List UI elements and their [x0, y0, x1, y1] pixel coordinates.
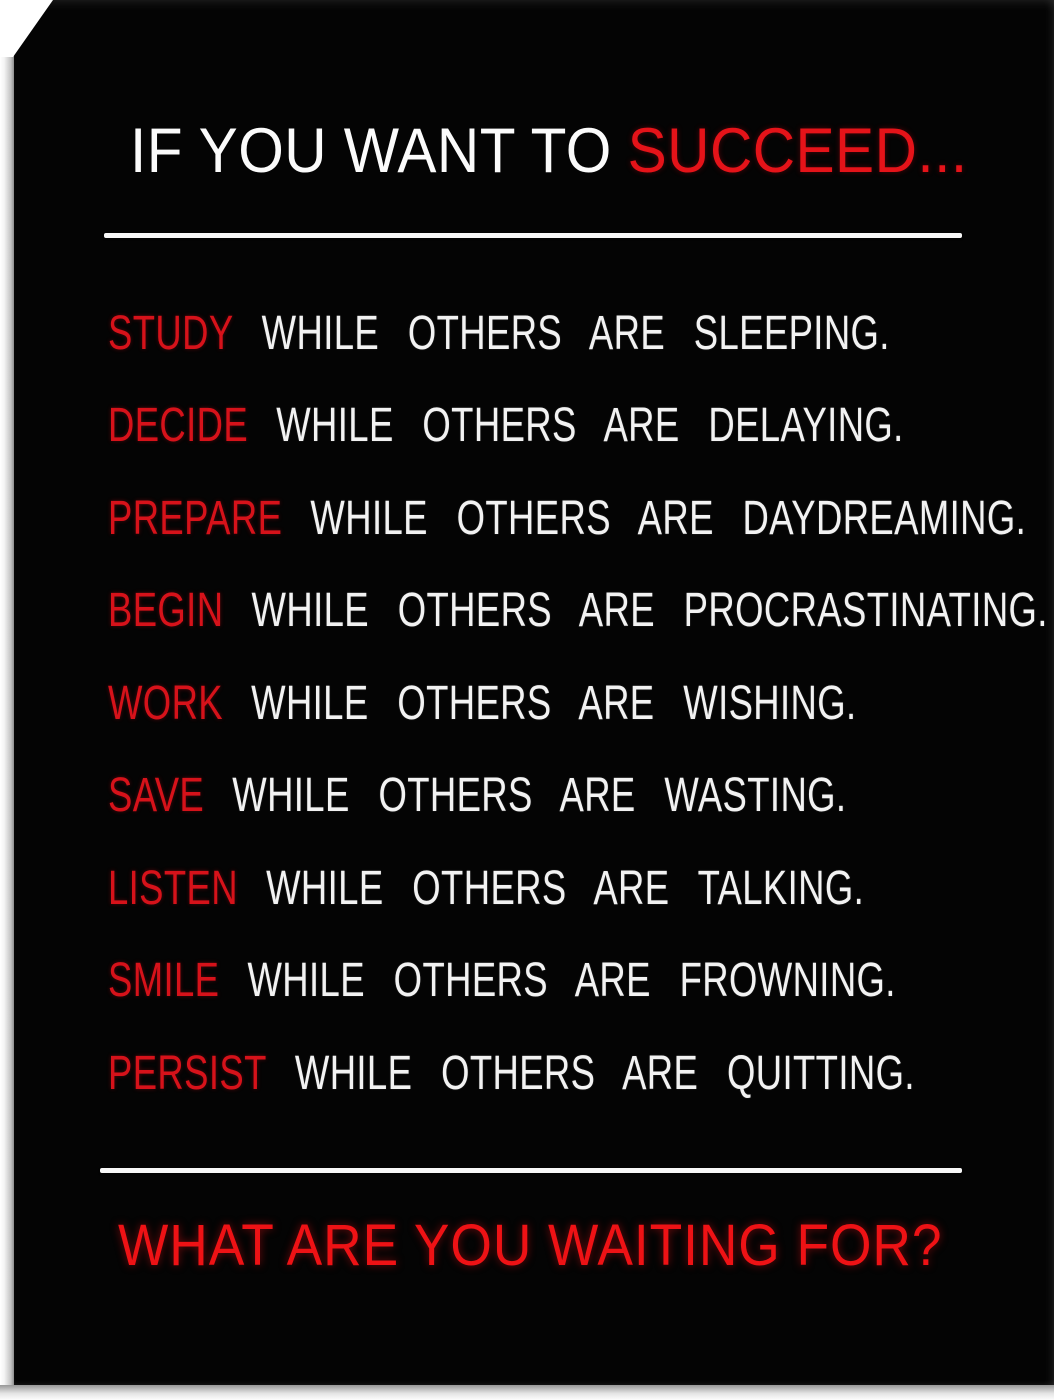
- quote-line: [108, 287, 1048, 380]
- keyword-text: PERSIST: [108, 1046, 267, 1100]
- quote-rest-text: WHILE OTHERS ARE PROCRASTINATING.: [251, 584, 1048, 638]
- quote-line: [108, 750, 1048, 843]
- keyword-text: WORK: [108, 676, 224, 730]
- keyword-text: BEGIN: [108, 584, 224, 638]
- quote-rest-text: WHILE OTHERS ARE FROWNING.: [247, 954, 896, 1008]
- quote-line: [108, 657, 1048, 750]
- quote-rest-text: WHILE OTHERS ARE DELAYING.: [276, 399, 904, 453]
- poster-title: [130, 114, 968, 190]
- title-red-text: SUCCEED...: [627, 116, 968, 186]
- quote-line: [108, 565, 1048, 658]
- divider-top: [104, 233, 962, 238]
- keyword-text: PREPARE: [108, 491, 283, 545]
- divider-bottom: [100, 1168, 962, 1173]
- footer-question: WHAT ARE YOU WAITING FOR?: [118, 1213, 943, 1278]
- canvas-left-edge: [0, 0, 14, 1400]
- keyword-text: DECIDE: [108, 399, 249, 453]
- keyword-text: LISTEN: [108, 861, 238, 915]
- quote-line: [108, 472, 1048, 565]
- quote-rest-text: WHILE OTHERS ARE WASTING.: [232, 769, 847, 823]
- quote-rest-text: WHILE OTHERS ARE WISHING.: [251, 676, 857, 730]
- quote-rest-text: WHILE OTHERS ARE SLEEPING.: [261, 306, 890, 360]
- keyword-text: SAVE: [108, 769, 205, 823]
- keyword-text: STUDY: [108, 306, 234, 360]
- quote-line: [108, 935, 1048, 1028]
- quote-rest-text: WHILE OTHERS ARE DAYDREAMING.: [310, 491, 1027, 545]
- title-white-text: IF YOU WANT TO: [130, 116, 612, 186]
- quote-rest-text: WHILE OTHERS ARE TALKING.: [266, 861, 865, 915]
- keyword-text: SMILE: [108, 954, 220, 1008]
- quote-list: [108, 287, 1054, 1120]
- quote-line: [108, 842, 1048, 935]
- quote-line: [108, 1027, 1048, 1120]
- quote-rest-text: WHILE OTHERS ARE QUITTING.: [294, 1046, 915, 1100]
- quote-line: [108, 380, 1048, 473]
- canvas-bottom-shadow: [0, 1385, 1054, 1400]
